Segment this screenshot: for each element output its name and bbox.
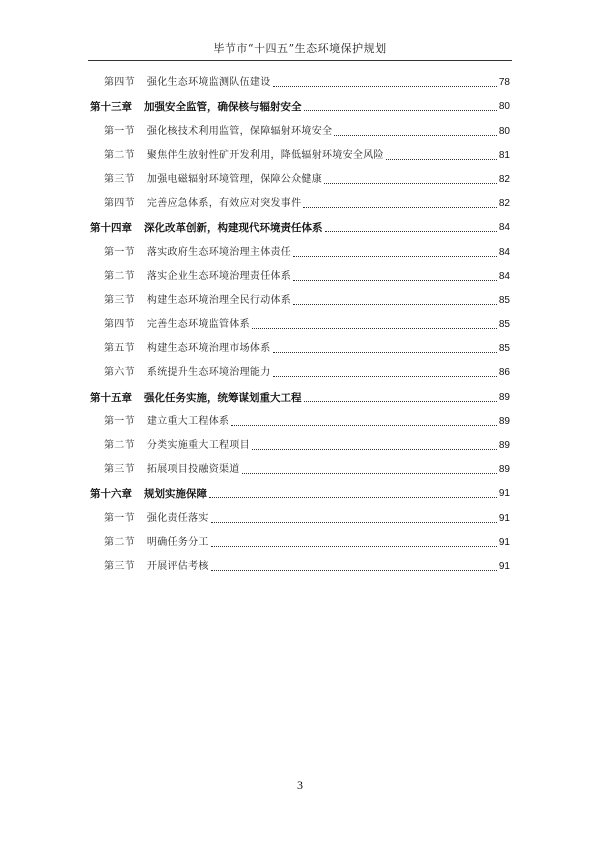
dot-leader [293, 279, 497, 281]
toc-entry-number: 第十四章 [90, 222, 132, 235]
toc-entry-title: 强化核技术利用监管，保障辐射环境安全 [146, 125, 333, 137]
toc-entry-number: 第四节 [104, 198, 135, 210]
toc-section-entry[interactable] [90, 264, 510, 288]
toc-section-entry[interactable] [90, 554, 510, 578]
toc-entry-label [90, 174, 322, 191]
toc-entry-label [90, 561, 209, 578]
dot-leader [211, 569, 497, 571]
toc-entry-label [90, 198, 301, 215]
toc-entry-title: 强化责任落实 [146, 512, 209, 524]
toc-entry-title: 构建生态环境治理市场体系 [146, 343, 271, 355]
toc-entry-number: 第四节 [104, 77, 135, 89]
toc-entry-page: 84 [498, 270, 510, 282]
toc-entry-number: 第二节 [104, 536, 135, 548]
dot-leader [325, 230, 497, 232]
dot-leader [386, 158, 497, 160]
toc-entry-label [90, 440, 250, 457]
toc-entry-title: 开展评估考核 [146, 560, 209, 572]
toc-entry-page: 89 [498, 464, 510, 476]
toc-entry-title: 构建生态环境治理全民行动体系 [146, 294, 292, 306]
toc-chapter-entry[interactable] [90, 384, 510, 408]
toc-entry-number: 第三节 [104, 294, 135, 306]
toc-entry-number: 第一节 [104, 246, 135, 258]
toc-section-entry[interactable] [90, 505, 510, 529]
toc-entry-title: 建立重大工程体系 [146, 415, 230, 427]
toc-entry-label [90, 319, 250, 336]
toc-entry-title: 强化任务实施，统筹谋划重大工程 [144, 391, 302, 404]
dot-leader [252, 327, 497, 329]
toc-entry-title: 完善生态环境监管体系 [146, 319, 250, 331]
toc-entry-title: 深化改革创新，构建现代环境责任体系 [144, 222, 323, 235]
toc-entry-title: 完善应急体系，有效应对突发事件 [146, 198, 302, 210]
toc-section-entry[interactable] [90, 239, 510, 263]
toc-section-entry[interactable] [90, 457, 510, 481]
toc-section-entry[interactable] [90, 530, 510, 554]
dot-leader [304, 109, 497, 111]
toc-entry-label [90, 271, 291, 288]
toc-entry-label [90, 247, 291, 264]
dot-leader [293, 303, 497, 305]
dot-leader [334, 134, 497, 136]
toc-chapter-entry[interactable] [90, 94, 510, 118]
toc-entry-label [90, 416, 229, 433]
toc-entry-page: 86 [498, 367, 510, 379]
toc-chapter-entry[interactable] [90, 215, 510, 239]
toc-entry-page: 89 [498, 391, 510, 403]
toc-entry-title: 明确任务分工 [146, 536, 209, 548]
dot-leader [273, 375, 497, 377]
toc-entry-number: 第五节 [104, 343, 135, 355]
toc-entry-number: 第一节 [104, 415, 135, 427]
header-rule [88, 60, 512, 61]
toc-entry-label [90, 392, 302, 409]
toc-entry-title: 加强安全监管，确保核与辐射安全 [144, 101, 302, 114]
toc-entry-label [90, 126, 332, 143]
toc-section-entry[interactable] [90, 409, 510, 433]
toc-entry-page: 82 [498, 198, 510, 210]
dot-leader [242, 472, 497, 474]
toc-entry-page: 89 [498, 415, 510, 427]
toc-entry-page: 85 [498, 343, 510, 355]
toc-section-entry[interactable] [90, 143, 510, 167]
toc-entry-number: 第三节 [104, 464, 135, 476]
toc-entry-label [90, 513, 209, 530]
toc-entry-number: 第四节 [104, 319, 135, 331]
table-of-contents [90, 70, 510, 578]
toc-entry-page: 85 [498, 319, 510, 331]
toc-section-entry[interactable] [90, 433, 510, 457]
dot-leader [304, 400, 497, 402]
toc-entry-number: 第二节 [104, 440, 135, 451]
toc-entry-label [90, 367, 271, 384]
toc-section-entry[interactable] [90, 336, 510, 360]
toc-entry-title: 落实企业生态环境治理责任体系 [146, 270, 292, 282]
toc-entry-number: 第一节 [104, 512, 135, 524]
toc-entry-page: 80 [498, 125, 510, 137]
toc-entry-number: 第一节 [104, 125, 135, 137]
toc-entry-page: 91 [498, 536, 510, 548]
toc-entry-label [90, 150, 384, 167]
toc-entry-label [90, 537, 209, 554]
toc-entry-number: 第三节 [104, 173, 135, 185]
toc-entry-title: 加强电磁辐射环境管理，保障公众健康 [146, 173, 323, 185]
toc-entry-number: 第二节 [104, 149, 135, 161]
toc-entry-label [90, 101, 302, 118]
page-number: 3 [297, 778, 303, 792]
dot-leader [273, 351, 497, 353]
toc-entry-page: 91 [498, 560, 510, 572]
toc-entry-title: 聚焦伴生放射性矿开发利用，降低辐射环境安全风险 [146, 149, 384, 161]
toc-entry-page: 78 [498, 77, 510, 89]
toc-section-entry[interactable] [90, 312, 510, 336]
running-header: 毕节市“十四五”生态环境保护规划 [213, 42, 387, 55]
toc-entry-title: 系统提升生态环境治理能力 [146, 367, 271, 379]
toc-entry-number: 第十六章 [90, 488, 132, 501]
dot-leader [273, 85, 497, 87]
dot-leader [209, 496, 497, 498]
toc-entry-page: 84 [498, 246, 510, 258]
toc-entry-number: 第十三章 [90, 101, 132, 114]
toc-entry-page: 91 [498, 512, 510, 524]
toc-entry-title: 拓展项目投融资渠道 [146, 464, 240, 476]
toc-section-entry[interactable] [90, 288, 510, 312]
dot-leader [231, 424, 497, 426]
toc-entry-title: 落实政府生态环境治理主体责任 [146, 246, 292, 258]
toc-section-entry[interactable] [90, 360, 510, 384]
toc-entry-label [90, 343, 271, 360]
toc-entry-label [90, 488, 207, 505]
dot-leader [211, 521, 497, 523]
toc-entry-label [90, 464, 240, 481]
toc-entry-number: 第二节 [104, 270, 135, 282]
toc-entry-number: 第六节 [104, 367, 135, 379]
dot-leader [324, 182, 497, 184]
toc-section-entry[interactable] [90, 118, 510, 142]
toc-entry-title: 分类实施重大工程项目 [146, 440, 250, 451]
toc-section-entry[interactable] [90, 70, 510, 94]
toc-entry-label [90, 222, 323, 239]
toc-entry-number: 第三节 [104, 560, 135, 572]
toc-entry-title: 强化生态环境监测队伍建设 [146, 77, 271, 89]
dot-leader [293, 255, 497, 257]
toc-section-entry[interactable] [90, 191, 510, 215]
toc-entry-label [90, 295, 291, 312]
toc-entry-label [90, 77, 271, 94]
dot-leader [303, 206, 496, 208]
toc-section-entry[interactable] [90, 167, 510, 191]
toc-entry-page: 91 [498, 488, 510, 500]
toc-entry-page: 85 [498, 294, 510, 306]
toc-chapter-entry[interactable] [90, 481, 510, 505]
toc-entry-page: 89 [498, 440, 510, 451]
dot-leader [211, 545, 497, 547]
dot-leader [252, 448, 497, 450]
toc-entry-page: 82 [498, 173, 510, 185]
toc-entry-number: 第十五章 [90, 391, 132, 404]
toc-entry-page: 80 [498, 101, 510, 113]
toc-entry-page: 84 [498, 222, 510, 234]
toc-entry-page: 81 [498, 149, 510, 161]
toc-entry-title: 规划实施保障 [144, 488, 207, 501]
